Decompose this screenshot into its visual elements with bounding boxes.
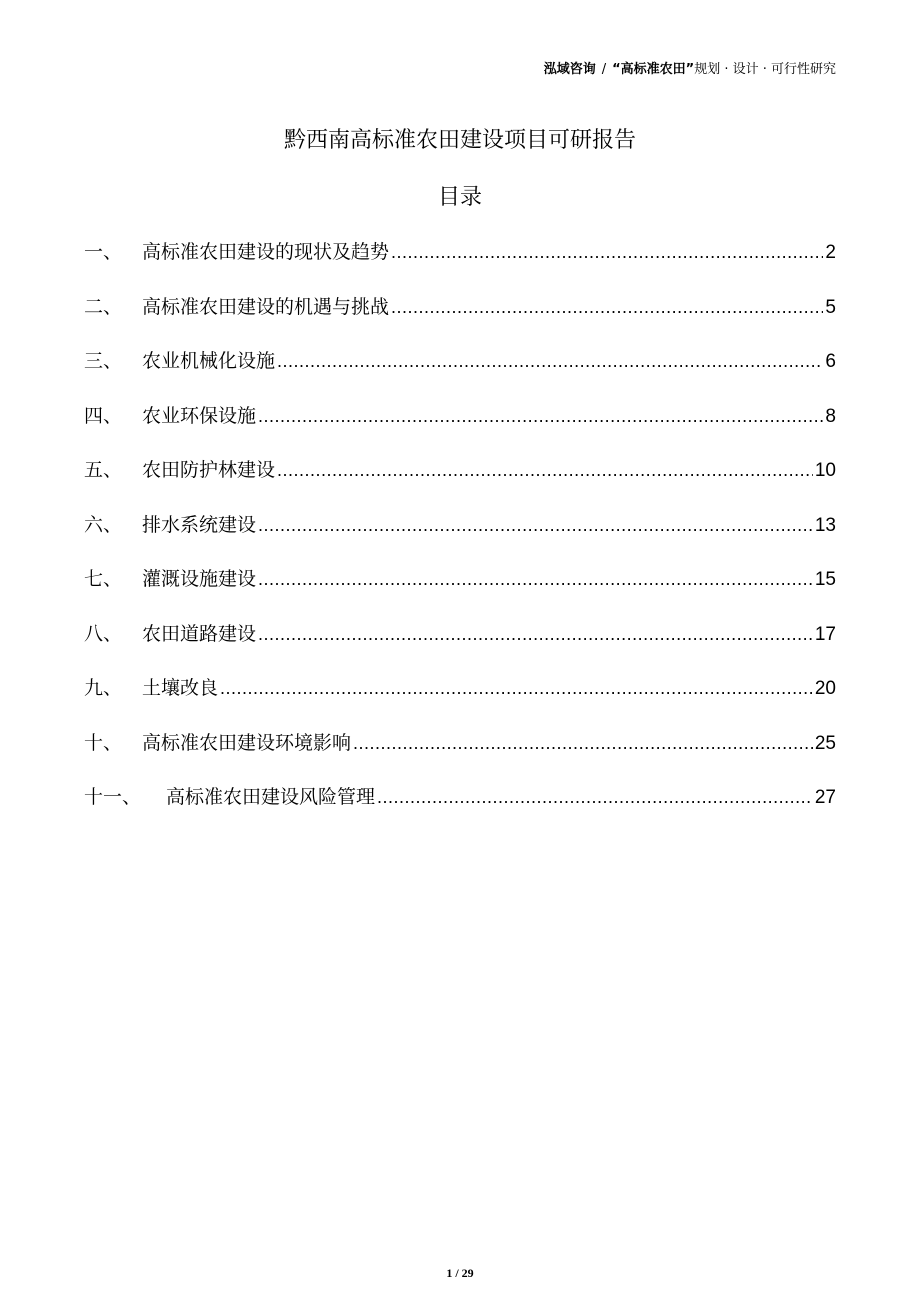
toc-dot-leader: [391, 234, 823, 270]
toc-dot-leader: [353, 725, 813, 761]
header-separator: /: [601, 62, 607, 77]
toc-entry-page: 10: [814, 460, 836, 481]
toc-entry-page: 5: [825, 296, 836, 318]
toc-entry-label: 高标准农田建设环境影响: [142, 731, 352, 754]
toc-entry-page: 25: [814, 732, 836, 754]
toc-entry[interactable]: [84, 398, 836, 453]
toc-entry-page: 8: [825, 405, 836, 427]
toc-heading: 目录: [437, 185, 482, 210]
toc-entry-number: 二、: [84, 295, 123, 318]
table-of-contents: [84, 234, 836, 834]
toc-entry[interactable]: [84, 507, 836, 562]
toc-entry-label: 高标准农田建设风险管理: [166, 786, 376, 808]
toc-entry-number: 十一、: [84, 786, 142, 808]
toc-entry-label: 灌溉设施建设: [142, 568, 257, 590]
toc-entry[interactable]: [84, 234, 836, 289]
toc-entry-label: 农田防护林建设: [142, 459, 276, 481]
toc-entry-page: 17: [814, 623, 836, 645]
page-header: [544, 58, 836, 77]
toc-dot-leader: [377, 779, 813, 815]
toc-entry-number: 四、: [84, 404, 123, 427]
toc-entry-number: 一、: [84, 241, 123, 263]
toc-entry-page: 27: [814, 787, 836, 808]
toc-entry-page: 20: [814, 678, 836, 699]
toc-entry[interactable]: [84, 343, 836, 398]
toc-entry-number: 三、: [84, 350, 123, 372]
header-services: 规划 · 设计 · 可行性研究: [694, 62, 836, 77]
toc-entry-number: 九、: [84, 677, 123, 699]
toc-entry-page: 6: [825, 351, 836, 372]
toc-dot-leader: [258, 398, 823, 434]
toc-entry-number: 五、: [84, 459, 123, 481]
toc-dot-leader: [391, 289, 823, 325]
toc-entry-label: 农田道路建设: [142, 622, 257, 645]
header-company: 泓域咨询: [543, 62, 596, 77]
toc-entry[interactable]: [84, 670, 836, 725]
toc-entry-label: 高标准农田建设的机遇与挑战: [142, 295, 390, 318]
toc-entry-number: 十、: [84, 731, 123, 754]
toc-entry-page: 15: [814, 569, 836, 590]
toc-dot-leader: [277, 452, 813, 488]
toc-entry[interactable]: [84, 561, 836, 616]
header-topic: “高标准农田”: [612, 62, 695, 77]
toc-entry-number: 八、: [84, 622, 123, 645]
toc-dot-leader: [258, 507, 813, 543]
toc-dot-leader: [258, 616, 813, 652]
toc-entry-label: 排水系统建设: [142, 513, 257, 536]
toc-entry[interactable]: [84, 779, 836, 834]
toc-entry[interactable]: [84, 289, 836, 344]
toc-entry-page: 2: [825, 242, 836, 263]
toc-entry[interactable]: [84, 725, 836, 780]
toc-entry-number: 七、: [84, 568, 123, 590]
toc-entry[interactable]: [84, 616, 836, 671]
toc-entry-page: 13: [814, 514, 836, 536]
toc-entry-label: 农业机械化设施: [142, 350, 276, 372]
toc-entry-number: 六、: [84, 513, 123, 536]
toc-entry[interactable]: [84, 452, 836, 507]
toc-entry-label: 高标准农田建设的现状及趋势: [142, 241, 390, 263]
toc-dot-leader: [277, 343, 823, 379]
page-number-footer: 1 / 29: [446, 1266, 474, 1280]
document-title: 黔西南高标准农田建设项目可研报告: [283, 128, 636, 153]
toc-entry-label: 农业环保设施: [142, 404, 257, 427]
toc-entry-label: 土壤改良: [142, 677, 219, 699]
toc-dot-leader: [258, 561, 813, 597]
toc-dot-leader: [220, 670, 813, 706]
